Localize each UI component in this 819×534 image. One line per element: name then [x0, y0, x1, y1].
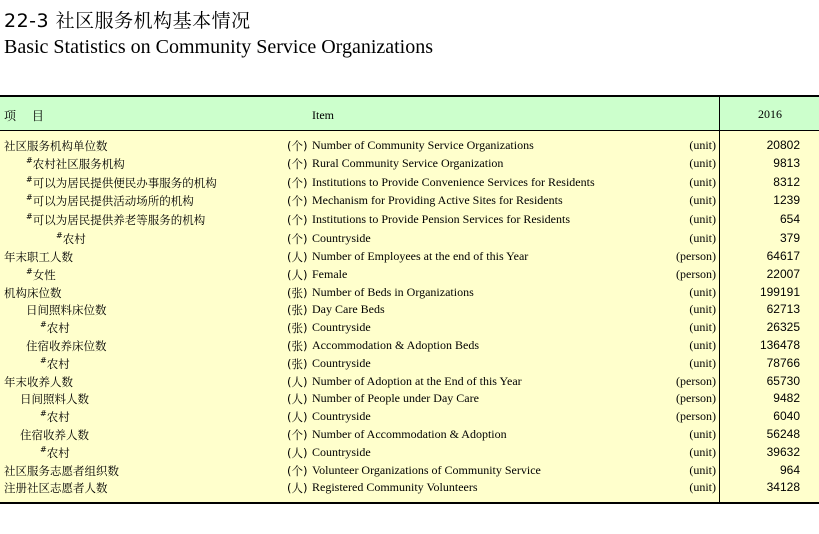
row-unit-english: (unit) [689, 302, 716, 316]
table-row [0, 463, 819, 481]
row-unit-english: (unit) [689, 356, 716, 370]
row-label-english: Institutions to Provide Convenience Services for Residents [312, 175, 595, 189]
row-label-english: Number of Employees at the end of this Year [312, 249, 529, 263]
row-label-chinese [4, 480, 108, 496]
row-marker: # [26, 212, 33, 221]
row-value-2016: 6040 [773, 409, 800, 423]
row-marker: # [26, 267, 33, 276]
row-value-2016: 34128 [766, 480, 800, 494]
table-row [0, 427, 819, 445]
row-label-chinese-text: 社区服务机构单位数 [4, 139, 108, 153]
row-label-english: Countryside [312, 320, 371, 334]
row-label-chinese [26, 156, 125, 172]
row-label-english: Day Care Beds [312, 302, 385, 316]
row-value-2016: 65730 [766, 374, 800, 388]
row-label-chinese-text: 社区服务志愿者组织数 [4, 464, 119, 478]
page-title-chinese: 22-3 社区服务机构基本情况 [4, 10, 251, 32]
row-unit-chinese: (个) [287, 176, 308, 190]
table-row [0, 302, 819, 320]
row-label-english: Rural Community Service Organization [312, 156, 504, 170]
row-label-chinese [20, 427, 89, 443]
row-value-2016: 56248 [766, 427, 800, 441]
row-label-english: Countryside [312, 356, 371, 370]
row-unit-english: (unit) [689, 320, 716, 334]
table-row [0, 175, 819, 193]
row-label-english: Countryside [312, 231, 371, 245]
row-label-english: Volunteer Organizations of Community Service [312, 463, 541, 477]
row-label-chinese-text: 注册社区志愿者人数 [4, 481, 108, 495]
row-label-english: Number of People under Day Care [312, 391, 479, 405]
row-label-chinese-text: 农村 [62, 232, 86, 246]
page-title-english: Basic Statistics on Community Service Organizations [4, 36, 434, 58]
row-label-chinese [26, 302, 107, 318]
row-label-chinese-text: 农村 [46, 357, 70, 371]
row-label-chinese [4, 463, 119, 479]
row-unit-chinese: (个) [287, 464, 308, 478]
row-marker: # [40, 356, 47, 365]
row-value-2016: 64617 [766, 249, 800, 263]
row-unit-english: (person) [676, 391, 716, 405]
row-label-chinese-text: 女性 [32, 268, 56, 282]
table-row [0, 138, 819, 156]
row-label-english: Number of Beds in Organizations [312, 285, 474, 299]
row-unit-english: (unit) [689, 463, 716, 477]
row-marker: # [40, 445, 47, 454]
table-row [0, 267, 819, 285]
row-unit-chinese: (个) [287, 139, 308, 153]
table-header [0, 97, 819, 131]
row-unit-chinese: (张) [287, 286, 308, 300]
row-unit-english: (person) [676, 374, 716, 388]
row-unit-english: (unit) [689, 138, 716, 152]
row-unit-chinese: (张) [287, 357, 308, 371]
row-label-chinese-text: 农村 [46, 446, 70, 460]
row-unit-english: (unit) [689, 212, 716, 226]
header-item-chinese: 项 目 [4, 109, 50, 123]
row-label-chinese-text: 年末收养人数 [4, 375, 73, 389]
row-label-chinese-text: 农村 [46, 410, 70, 424]
row-unit-chinese: (人) [287, 410, 308, 424]
row-unit-chinese: (张) [287, 339, 308, 353]
row-marker: # [40, 409, 47, 418]
row-value-2016: 62713 [766, 302, 800, 316]
row-marker: # [56, 231, 63, 240]
row-unit-english: (unit) [689, 338, 716, 352]
row-label-chinese [26, 175, 217, 191]
row-label-english: Number of Community Service Organizations [312, 138, 534, 152]
row-unit-english: (person) [676, 409, 716, 423]
row-label-english: Number of Adoption at the End of this Year [312, 374, 522, 388]
row-unit-english: (unit) [689, 445, 716, 459]
row-label-english: Countryside [312, 445, 371, 459]
row-value-2016: 654 [779, 212, 800, 226]
row-marker: # [26, 175, 33, 184]
row-unit-chinese: (人) [287, 392, 308, 406]
row-unit-english: (unit) [689, 156, 716, 170]
row-label-chinese [26, 267, 56, 283]
row-label-chinese [4, 138, 108, 154]
row-label-english: Institutions to Provide Pension Services for Residents [312, 212, 570, 226]
row-value-2016: 964 [779, 463, 800, 477]
row-unit-chinese: (人) [287, 250, 308, 264]
row-unit-english: (unit) [689, 175, 716, 189]
table-row [0, 212, 819, 230]
row-label-chinese-text: 住宿收养床位数 [26, 339, 107, 353]
row-unit-chinese: (人) [287, 446, 308, 460]
row-unit-chinese: (个) [287, 232, 308, 246]
table-row [0, 338, 819, 356]
row-label-chinese-text: 可以为居民提供便民办事服务的机构 [32, 176, 217, 190]
row-label-english: Number of Accommodation & Adoption [312, 427, 507, 441]
header-year: 2016 [719, 97, 819, 130]
row-value-2016: 199191 [759, 285, 800, 299]
row-label-chinese-text: 日间照料床位数 [26, 303, 107, 317]
table-row [0, 445, 819, 463]
table-row [0, 374, 819, 392]
row-unit-chinese: (人) [287, 481, 308, 495]
row-unit-chinese: (个) [287, 213, 308, 227]
header-item-english: Item [312, 108, 334, 122]
row-label-chinese-text: 住宿收养人数 [20, 428, 89, 442]
row-label-chinese-text: 可以为居民提供养老等服务的机构 [32, 213, 206, 227]
row-label-english: Accommodation & Adoption Beds [312, 338, 479, 352]
row-unit-chinese: (个) [287, 428, 308, 442]
row-label-chinese [4, 374, 73, 390]
row-unit-english: (unit) [689, 480, 716, 494]
row-unit-english: (unit) [689, 193, 716, 207]
row-label-chinese [40, 356, 70, 372]
row-value-2016: 78766 [766, 356, 800, 370]
row-unit-chinese: (人) [287, 375, 308, 389]
table-row [0, 231, 819, 249]
row-label-english: Registered Community Volunteers [312, 480, 478, 494]
row-marker: # [26, 193, 33, 202]
row-label-chinese [40, 320, 70, 336]
row-value-2016: 9813 [773, 156, 800, 170]
statistics-table [0, 95, 819, 504]
table-row [0, 409, 819, 427]
table-row [0, 193, 819, 211]
row-value-2016: 22007 [766, 267, 800, 281]
row-label-chinese [4, 249, 73, 265]
row-unit-chinese: (个) [287, 157, 308, 171]
row-label-chinese-text: 日间照料人数 [20, 392, 89, 406]
row-unit-chinese: (张) [287, 321, 308, 335]
table-row [0, 249, 819, 267]
row-label-chinese-text: 可以为居民提供活动场所的机构 [32, 194, 194, 208]
row-label-chinese [40, 445, 70, 461]
row-value-2016: 136478 [759, 338, 800, 352]
row-unit-english: (unit) [689, 427, 716, 441]
table-row [0, 391, 819, 409]
row-marker: # [40, 320, 47, 329]
row-label-english: Female [312, 267, 348, 281]
row-label-chinese-text: 农村 [46, 321, 70, 335]
row-unit-english: (person) [676, 249, 716, 263]
row-label-chinese [26, 193, 194, 209]
row-unit-chinese: (人) [287, 268, 308, 282]
row-unit-english: (unit) [689, 231, 716, 245]
row-label-chinese [26, 338, 107, 354]
table-row [0, 356, 819, 374]
row-label-chinese-text: 农村社区服务机构 [32, 157, 125, 171]
row-label-chinese [4, 285, 62, 301]
table-row [0, 480, 819, 498]
row-unit-chinese: (个) [287, 194, 308, 208]
row-value-2016: 9482 [773, 391, 800, 405]
row-label-english: Countryside [312, 409, 371, 423]
row-value-2016: 379 [779, 231, 800, 245]
row-unit-chinese: (张) [287, 303, 308, 317]
row-unit-english: (person) [676, 267, 716, 281]
row-value-2016: 26325 [766, 320, 800, 334]
table-row [0, 285, 819, 303]
table-row [0, 156, 819, 174]
row-label-chinese [56, 231, 86, 247]
row-label-chinese [20, 391, 89, 407]
row-label-chinese-text: 机构床位数 [4, 286, 62, 300]
row-label-chinese [26, 212, 205, 228]
row-value-2016: 8312 [773, 175, 800, 189]
row-label-chinese [40, 409, 70, 425]
table-row [0, 320, 819, 338]
row-unit-english: (unit) [689, 285, 716, 299]
row-marker: # [26, 156, 33, 165]
row-value-2016: 1239 [773, 193, 800, 207]
row-label-english: Mechanism for Providing Active Sites for Residents [312, 193, 563, 207]
row-label-chinese-text: 年末职工人数 [4, 250, 73, 264]
row-value-2016: 20802 [766, 138, 800, 152]
row-value-2016: 39632 [766, 445, 800, 459]
